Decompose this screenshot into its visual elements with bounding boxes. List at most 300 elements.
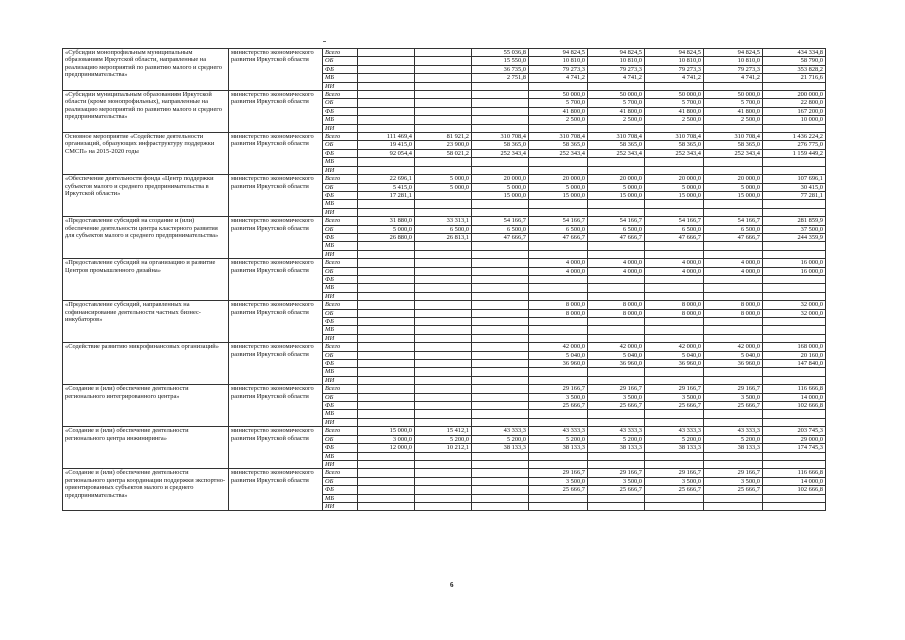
amount-cell: [415, 124, 472, 132]
funding-source: МБ: [323, 326, 358, 334]
funding-source: МБ: [323, 74, 358, 82]
amount-cell: [472, 208, 529, 216]
amount-cell: [415, 74, 472, 82]
amount-cell: 4 741,2: [529, 74, 588, 82]
funding-source: ОБ: [323, 309, 358, 317]
amount-cell: [358, 402, 415, 410]
amount-cell: 22 696,1: [358, 175, 415, 183]
funding-source: МБ: [323, 494, 358, 502]
amount-cell: 168 000,0: [763, 343, 826, 351]
amount-cell: [358, 284, 415, 292]
amount-cell: [358, 452, 415, 460]
amount-cell: [472, 82, 529, 90]
amount-cell: [645, 242, 704, 250]
amount-cell: [358, 242, 415, 250]
amount-cell: 29 166,7: [529, 385, 588, 393]
amount-cell: [415, 116, 472, 124]
table-row: [63, 133, 826, 141]
amount-cell: [415, 494, 472, 502]
amount-cell: [763, 124, 826, 132]
executor: министерство экономического развития Иркутской области: [229, 49, 323, 91]
funding-source: ФБ: [323, 149, 358, 157]
funding-source: МБ: [323, 116, 358, 124]
funding-source: МБ: [323, 242, 358, 250]
amount-cell: [529, 376, 588, 384]
amount-cell: [472, 242, 529, 250]
amount-cell: [358, 410, 415, 418]
amount-cell: [472, 107, 529, 115]
scan-mark: [323, 41, 326, 42]
funding-source: ИИ: [323, 124, 358, 132]
funding-source: ИИ: [323, 502, 358, 510]
amount-cell: [529, 334, 588, 342]
amount-cell: 8 000,0: [529, 301, 588, 309]
amount-cell: 42 000,0: [645, 343, 704, 351]
amount-cell: [763, 242, 826, 250]
amount-cell: [472, 351, 529, 359]
amount-cell: 19 415,0: [358, 141, 415, 149]
amount-cell: 38 133,3: [645, 444, 704, 452]
amount-cell: [763, 334, 826, 342]
amount-cell: 15 000,0: [472, 191, 529, 199]
amount-cell: [645, 208, 704, 216]
executor: министерство экономического развития Иркутской области: [229, 469, 323, 511]
amount-cell: 107 696,1: [763, 175, 826, 183]
amount-cell: [358, 158, 415, 166]
amount-cell: 8 000,0: [529, 309, 588, 317]
amount-cell: [358, 460, 415, 468]
activity-description: «Субсидии муниципальным образованиям Иркутской области (кроме монопрофильных), направленные на реализацию мероприятий по развитию малого и среднего предпринимательства»: [63, 91, 229, 133]
amount-cell: 29 166,7: [645, 469, 704, 477]
funding-source: ИИ: [323, 208, 358, 216]
amount-cell: [529, 494, 588, 502]
amount-cell: [415, 200, 472, 208]
amount-cell: [415, 49, 472, 57]
amount-cell: [763, 208, 826, 216]
amount-cell: 5 040,0: [588, 351, 645, 359]
amount-cell: [588, 284, 645, 292]
amount-cell: [529, 242, 588, 250]
amount-cell: 4 741,2: [704, 74, 763, 82]
amount-cell: 58 365,0: [645, 141, 704, 149]
amount-cell: 38 133,3: [529, 444, 588, 452]
amount-cell: 10 000,0: [763, 116, 826, 124]
amount-cell: [358, 275, 415, 283]
table-row: [63, 175, 826, 183]
amount-cell: [588, 318, 645, 326]
amount-cell: 79 273,3: [529, 65, 588, 73]
amount-cell: 147 840,0: [763, 360, 826, 368]
amount-cell: [415, 259, 472, 267]
funding-source: МБ: [323, 368, 358, 376]
amount-cell: 22 800,0: [763, 99, 826, 107]
amount-cell: 10 810,0: [529, 57, 588, 65]
amount-cell: [529, 460, 588, 468]
amount-cell: 8 000,0: [704, 301, 763, 309]
amount-cell: 36 735,0: [472, 65, 529, 73]
amount-cell: [588, 242, 645, 250]
amount-cell: 58 365,0: [529, 141, 588, 149]
funding-source: Всего: [323, 217, 358, 225]
activity-description: «Субсидии монопрофильным муниципальным образованиям Иркутской области, направленные на реализацию мероприятий по развитию малого и среднего предпринимательства»: [63, 49, 229, 91]
amount-cell: 20 000,0: [529, 175, 588, 183]
amount-cell: [415, 343, 472, 351]
amount-cell: [358, 74, 415, 82]
amount-cell: 36 960,0: [704, 360, 763, 368]
funding-source: ОБ: [323, 57, 358, 65]
activity-description: «Создание и (или) обеспечение деятельности регионального центра координации поддержки экспортно-ориентированных субъектов малого и среднего предпринимательства»: [63, 469, 229, 511]
activity-description: «Обеспечение деятельности фонда «Центр поддержки субъектов малого и среднего предпринимательства в Иркутской области»: [63, 175, 229, 217]
amount-cell: [763, 460, 826, 468]
amount-cell: 29 166,7: [704, 469, 763, 477]
amount-cell: 29 166,7: [529, 469, 588, 477]
amount-cell: [472, 284, 529, 292]
amount-cell: [415, 418, 472, 426]
amount-cell: 25 666,7: [529, 402, 588, 410]
page-number: 6: [450, 581, 454, 589]
funding-source: ОБ: [323, 267, 358, 275]
amount-cell: 5 200,0: [704, 435, 763, 443]
amount-cell: [358, 385, 415, 393]
amount-cell: 25 666,7: [588, 486, 645, 494]
amount-cell: 79 273,3: [704, 65, 763, 73]
amount-cell: [358, 57, 415, 65]
amount-cell: 5 200,0: [529, 435, 588, 443]
amount-cell: [358, 124, 415, 132]
amount-cell: 5 700,0: [645, 99, 704, 107]
amount-cell: 50 000,0: [588, 91, 645, 99]
amount-cell: [704, 166, 763, 174]
amount-cell: 1 159 449,2: [763, 149, 826, 157]
executor: министерство экономического развития Иркутской области: [229, 175, 323, 217]
amount-cell: [645, 502, 704, 510]
amount-cell: [588, 208, 645, 216]
amount-cell: 5 000,0: [588, 183, 645, 191]
amount-cell: 54 166,7: [529, 217, 588, 225]
amount-cell: 23 900,0: [415, 141, 472, 149]
amount-cell: 353 828,2: [763, 65, 826, 73]
amount-cell: 36 960,0: [645, 360, 704, 368]
amount-cell: 5 000,0: [472, 183, 529, 191]
amount-cell: [704, 410, 763, 418]
amount-cell: 54 166,7: [704, 217, 763, 225]
activity-description: «Предоставление субсидий, направленных на софинансирование деятельности частных бизнес-инкубаторов»: [63, 301, 229, 343]
amount-cell: [472, 360, 529, 368]
amount-cell: 94 824,5: [529, 49, 588, 57]
amount-cell: 8 000,0: [645, 301, 704, 309]
amount-cell: [415, 208, 472, 216]
amount-cell: [358, 116, 415, 124]
amount-cell: [704, 368, 763, 376]
amount-cell: [529, 318, 588, 326]
amount-cell: [472, 477, 529, 485]
amount-cell: [472, 309, 529, 317]
amount-cell: [645, 460, 704, 468]
table-row: [63, 427, 826, 435]
amount-cell: [415, 99, 472, 107]
amount-cell: [415, 385, 472, 393]
amount-cell: [588, 460, 645, 468]
amount-cell: [472, 91, 529, 99]
funding-source: ФБ: [323, 65, 358, 73]
funding-source: ИИ: [323, 292, 358, 300]
funding-source: МБ: [323, 284, 358, 292]
amount-cell: 36 960,0: [529, 360, 588, 368]
funding-source: ОБ: [323, 99, 358, 107]
amount-cell: 8 000,0: [645, 309, 704, 317]
funding-source: ФБ: [323, 107, 358, 115]
amount-cell: [415, 166, 472, 174]
amount-cell: [588, 124, 645, 132]
amount-cell: [763, 250, 826, 258]
amount-cell: 5 040,0: [529, 351, 588, 359]
amount-cell: 5 200,0: [415, 435, 472, 443]
amount-cell: [472, 343, 529, 351]
activity-description: «Предоставление субсидий на создание и (или) обеспечение деятельности центра кластерного развития для субъектов малого и среднего предпринимательства»: [63, 217, 229, 259]
funding-source: ИИ: [323, 334, 358, 342]
amount-cell: 79 273,3: [645, 65, 704, 73]
amount-cell: 50 000,0: [529, 91, 588, 99]
funding-source: ФБ: [323, 275, 358, 283]
amount-cell: 310 708,4: [645, 133, 704, 141]
amount-cell: [415, 376, 472, 384]
table-row: [63, 91, 826, 99]
executor: министерство экономического развития Иркутской области: [229, 343, 323, 385]
amount-cell: 33 313,1: [415, 217, 472, 225]
amount-cell: [763, 292, 826, 300]
amount-cell: 5 000,0: [358, 225, 415, 233]
amount-cell: 1 436 224,2: [763, 133, 826, 141]
amount-cell: [472, 99, 529, 107]
amount-cell: [645, 418, 704, 426]
amount-cell: [529, 124, 588, 132]
funding-source: Всего: [323, 385, 358, 393]
amount-cell: [472, 385, 529, 393]
amount-cell: 10 810,0: [645, 57, 704, 65]
amount-cell: 310 708,4: [704, 133, 763, 141]
amount-cell: [704, 158, 763, 166]
amount-cell: [588, 166, 645, 174]
funding-source: ОБ: [323, 183, 358, 191]
amount-cell: 16 000,0: [763, 267, 826, 275]
amount-cell: [704, 494, 763, 502]
amount-cell: [415, 393, 472, 401]
amount-cell: [704, 292, 763, 300]
amount-cell: 5 700,0: [529, 99, 588, 107]
funding-source: ОБ: [323, 141, 358, 149]
amount-cell: [529, 418, 588, 426]
amount-cell: 5 200,0: [645, 435, 704, 443]
amount-cell: [358, 301, 415, 309]
amount-cell: [529, 284, 588, 292]
amount-cell: [415, 402, 472, 410]
amount-cell: [415, 292, 472, 300]
amount-cell: [472, 326, 529, 334]
amount-cell: 20 000,0: [704, 175, 763, 183]
amount-cell: [358, 99, 415, 107]
funding-source: Всего: [323, 343, 358, 351]
funding-source: ОБ: [323, 477, 358, 485]
amount-cell: 54 166,7: [472, 217, 529, 225]
funding-source: Всего: [323, 469, 358, 477]
amount-cell: [763, 284, 826, 292]
amount-cell: 77 281,1: [763, 191, 826, 199]
amount-cell: 4 000,0: [529, 267, 588, 275]
amount-cell: 3 500,0: [529, 477, 588, 485]
amount-cell: [645, 376, 704, 384]
amount-cell: 41 800,0: [529, 107, 588, 115]
amount-cell: [588, 410, 645, 418]
amount-cell: [358, 166, 415, 174]
funding-source: Всего: [323, 91, 358, 99]
amount-cell: 41 800,0: [645, 107, 704, 115]
amount-cell: 31 880,0: [358, 217, 415, 225]
amount-cell: [415, 477, 472, 485]
amount-cell: [358, 376, 415, 384]
amount-cell: [415, 486, 472, 494]
amount-cell: [704, 250, 763, 258]
amount-cell: 42 000,0: [704, 343, 763, 351]
amount-cell: 26 880,0: [358, 233, 415, 241]
amount-cell: 4 000,0: [645, 267, 704, 275]
amount-cell: [358, 107, 415, 115]
amount-cell: 47 666,7: [529, 233, 588, 241]
amount-cell: 29 166,7: [645, 385, 704, 393]
amount-cell: [588, 326, 645, 334]
amount-cell: 310 708,4: [588, 133, 645, 141]
amount-cell: [415, 91, 472, 99]
amount-cell: [529, 200, 588, 208]
amount-cell: [415, 351, 472, 359]
amount-cell: [415, 460, 472, 468]
amount-cell: [472, 250, 529, 258]
executor: министерство экономического развития Иркутской области: [229, 301, 323, 343]
activity-description: «Предоставление субсидий на организацию и развитие Центров промышленного дизайна»: [63, 259, 229, 301]
amount-cell: [645, 410, 704, 418]
amount-cell: [415, 410, 472, 418]
amount-cell: [588, 158, 645, 166]
amount-cell: [763, 494, 826, 502]
amount-cell: [415, 267, 472, 275]
amount-cell: [529, 368, 588, 376]
amount-cell: 3 000,0: [358, 435, 415, 443]
amount-cell: 15 000,0: [645, 191, 704, 199]
amount-cell: [472, 124, 529, 132]
amount-cell: [529, 208, 588, 216]
amount-cell: 15 000,0: [529, 191, 588, 199]
amount-cell: 94 824,5: [645, 49, 704, 57]
amount-cell: [529, 158, 588, 166]
amount-cell: [415, 502, 472, 510]
amount-cell: 17 281,1: [358, 191, 415, 199]
amount-cell: [358, 360, 415, 368]
amount-cell: 5 415,0: [358, 183, 415, 191]
amount-cell: [763, 166, 826, 174]
funding-source: Всего: [323, 49, 358, 57]
amount-cell: [704, 460, 763, 468]
amount-cell: 6 500,0: [472, 225, 529, 233]
amount-cell: [358, 208, 415, 216]
amount-cell: [358, 91, 415, 99]
table-row: [63, 49, 826, 57]
amount-cell: [472, 267, 529, 275]
amount-cell: 58 021,2: [415, 149, 472, 157]
funding-source: Всего: [323, 175, 358, 183]
amount-cell: 41 800,0: [704, 107, 763, 115]
amount-cell: 58 790,0: [763, 57, 826, 65]
amount-cell: 43 333,3: [588, 427, 645, 435]
amount-cell: [415, 275, 472, 283]
amount-cell: 55 036,8: [472, 49, 529, 57]
amount-cell: 92 054,4: [358, 149, 415, 157]
amount-cell: 47 666,7: [588, 233, 645, 241]
amount-cell: [415, 309, 472, 317]
amount-cell: [415, 469, 472, 477]
funding-source: ОБ: [323, 393, 358, 401]
amount-cell: [588, 494, 645, 502]
amount-cell: 81 921,2: [415, 133, 472, 141]
amount-cell: 10 810,0: [704, 57, 763, 65]
amount-cell: [472, 368, 529, 376]
amount-cell: [415, 107, 472, 115]
amount-cell: 4 000,0: [529, 259, 588, 267]
amount-cell: 29 166,7: [704, 385, 763, 393]
amount-cell: 5 000,0: [704, 183, 763, 191]
funding-source: ИИ: [323, 460, 358, 468]
amount-cell: [529, 82, 588, 90]
amount-cell: 8 000,0: [588, 301, 645, 309]
amount-cell: [472, 452, 529, 460]
amount-cell: 5 040,0: [704, 351, 763, 359]
amount-cell: [472, 259, 529, 267]
funding-source: ИИ: [323, 418, 358, 426]
executor: министерство экономического развития Иркутской области: [229, 91, 323, 133]
amount-cell: 174 745,3: [763, 444, 826, 452]
amount-cell: [588, 82, 645, 90]
amount-cell: [415, 326, 472, 334]
amount-cell: 43 333,3: [529, 427, 588, 435]
amount-cell: [358, 351, 415, 359]
amount-cell: [588, 368, 645, 376]
amount-cell: 26 813,1: [415, 233, 472, 241]
amount-cell: [763, 452, 826, 460]
amount-cell: 25 666,7: [704, 402, 763, 410]
funding-source: МБ: [323, 410, 358, 418]
amount-cell: [645, 494, 704, 502]
amount-cell: [472, 292, 529, 300]
amount-cell: 6 500,0: [704, 225, 763, 233]
amount-cell: [645, 82, 704, 90]
amount-cell: [358, 343, 415, 351]
amount-cell: [645, 200, 704, 208]
amount-cell: [704, 418, 763, 426]
amount-cell: [704, 275, 763, 283]
amount-cell: [529, 166, 588, 174]
amount-cell: [415, 452, 472, 460]
amount-cell: [472, 418, 529, 426]
amount-cell: 276 775,0: [763, 141, 826, 149]
amount-cell: [763, 318, 826, 326]
amount-cell: 102 666,8: [763, 486, 826, 494]
amount-cell: 252 343,4: [529, 149, 588, 157]
amount-cell: [358, 250, 415, 258]
activity-description: «Создание и (или) обеспечение деятельности регионального центра инжиниринга»: [63, 427, 229, 469]
amount-cell: 252 343,4: [704, 149, 763, 157]
funding-source: ОБ: [323, 225, 358, 233]
amount-cell: [763, 158, 826, 166]
amount-cell: 6 500,0: [415, 225, 472, 233]
amount-cell: 6 500,0: [529, 225, 588, 233]
